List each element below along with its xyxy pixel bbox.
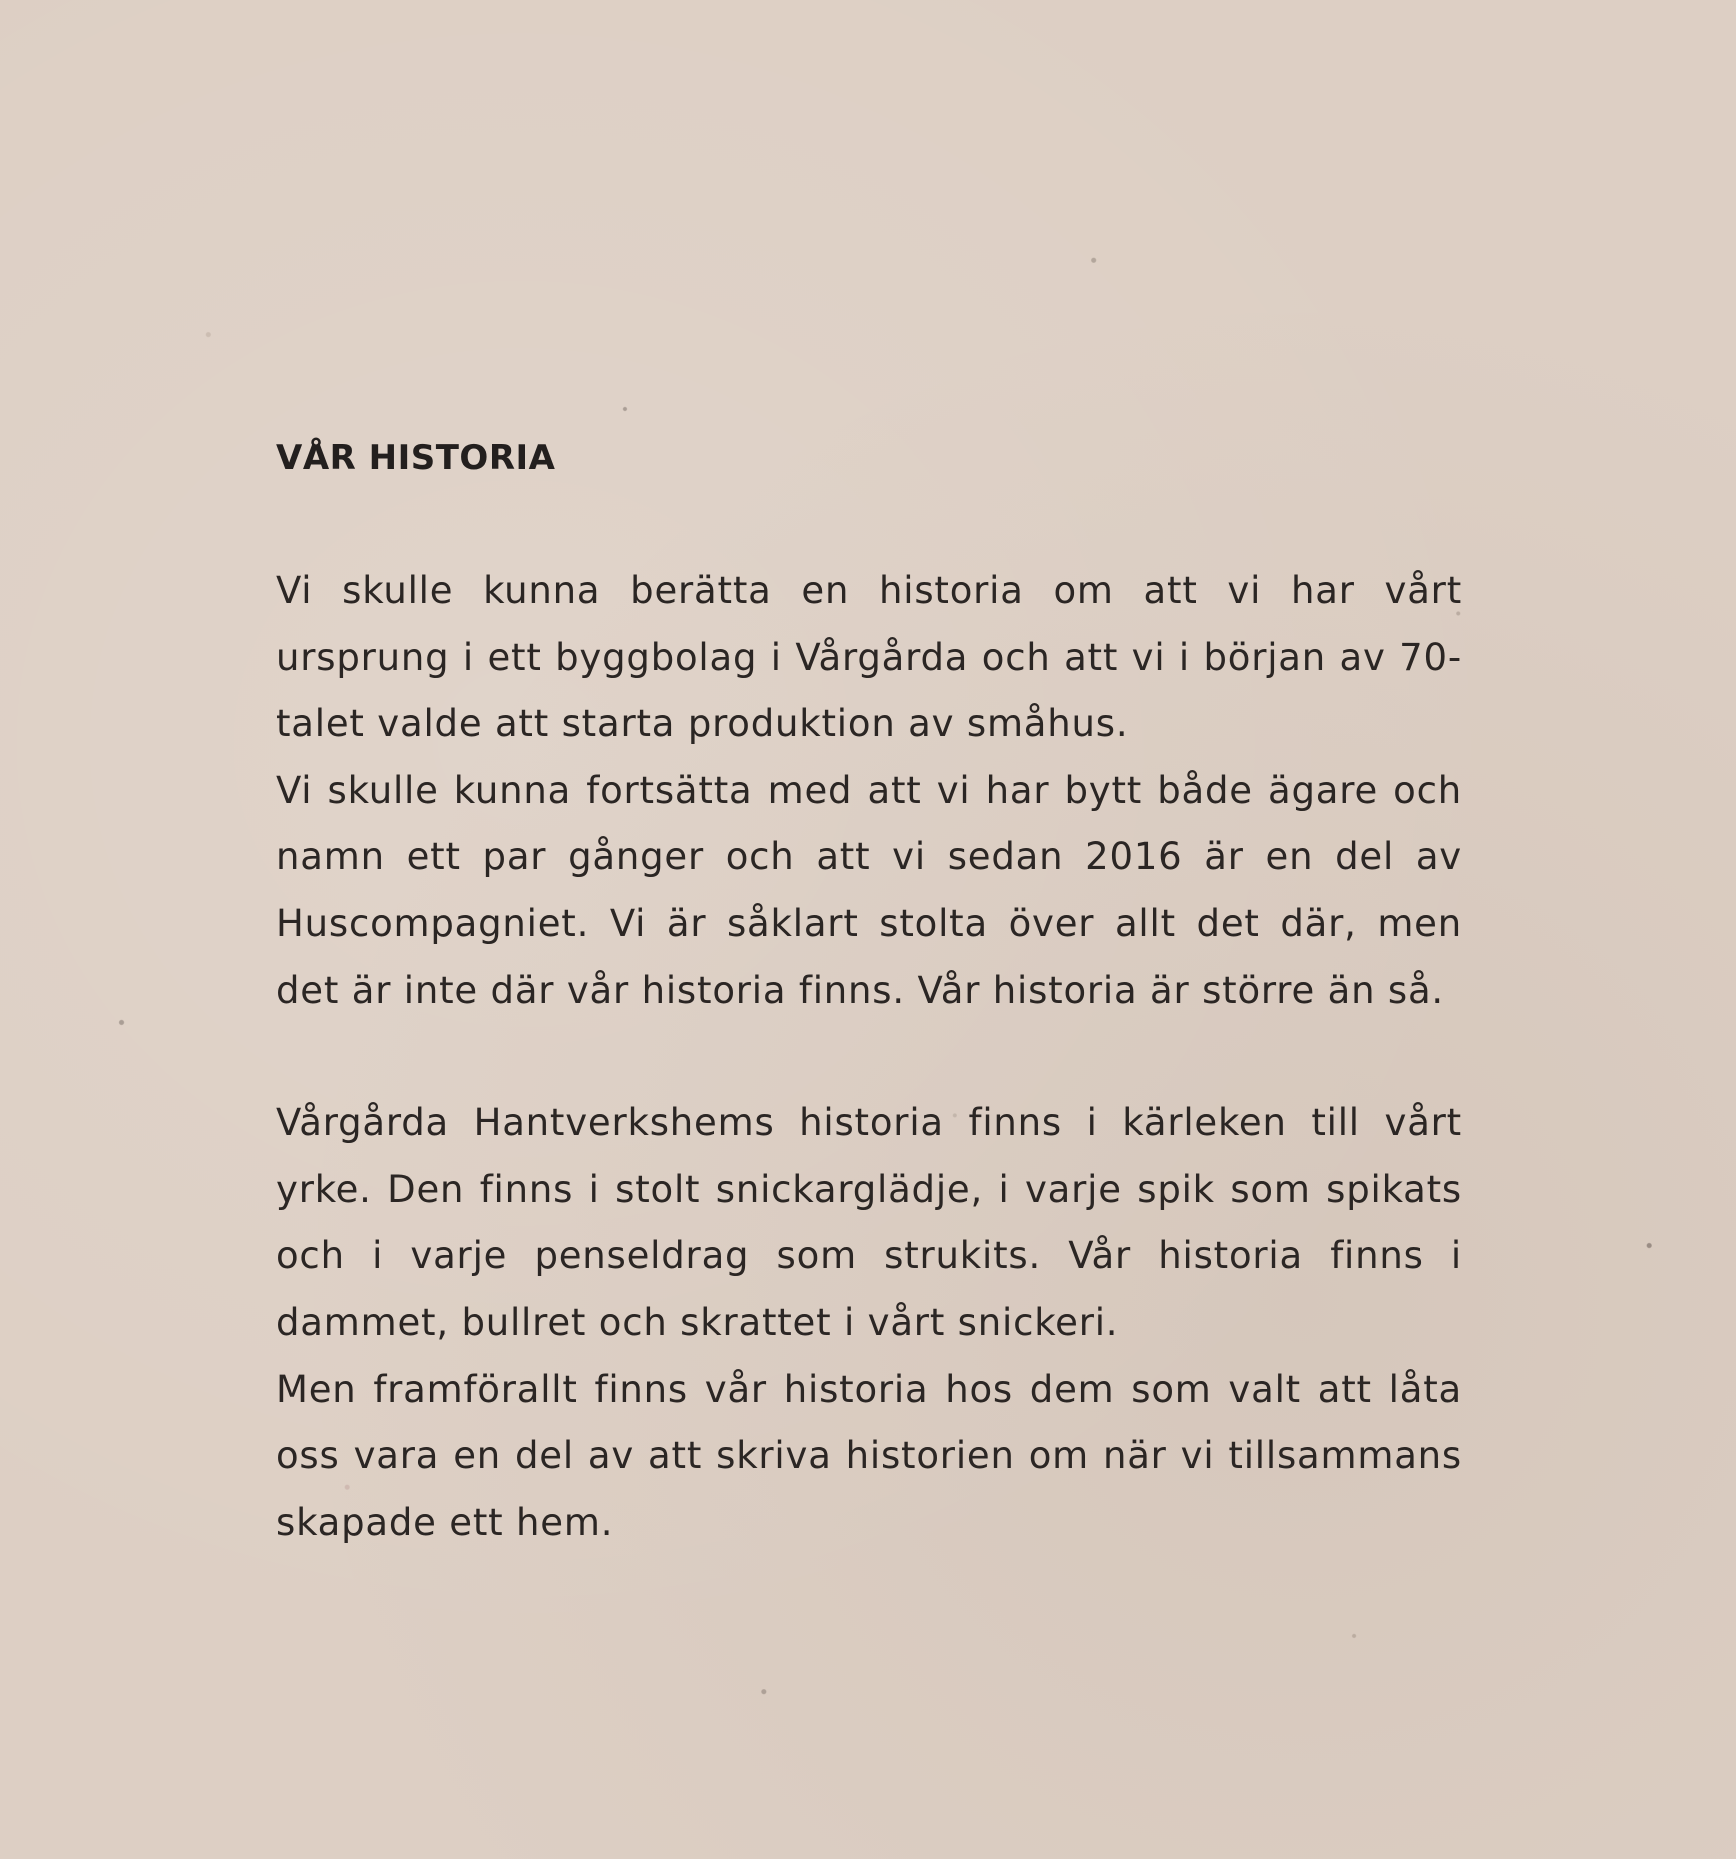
- paragraph-continuation: Vi skulle kunna fortsätta med att vi har bytt både ägare och namn ett par gånger och att vi sedan 2016 är en del av Huscompagniet. Vi är såklart stolta över allt det där, men det är inte där vår historia finns. Vår historia är större än så.: [276, 768, 1462, 1012]
- paragraph-origin: Vi skulle kunna berätta en historia om att vi har vårt ursprung i ett byggbolag i Vårgårda och att vi i början av 70-talet valde att starta produktion av småhus.: [276, 569, 1462, 746]
- paragraph-craft: Vårgårda Hantverkshems historia finns i kärleken till vårt yrke. Den finns i stolt snickarglädje, i varje spik som spikats och i varje penseldrag som strukits. Vår historia finns i dammet, bullret och skrattet i vårt snickeri.: [276, 1101, 1462, 1344]
- story-section: [276, 428, 1462, 1556]
- section-heading: VÅR HISTORIA: [276, 438, 556, 478]
- paragraph-homeowners: Men framförallt finns vår historia hos dem som valt att låta oss vara en del av att skriva historien om när vi tillsammans skapade ett hem.: [276, 1367, 1462, 1544]
- paragraph-spacer: [276, 1024, 1462, 1090]
